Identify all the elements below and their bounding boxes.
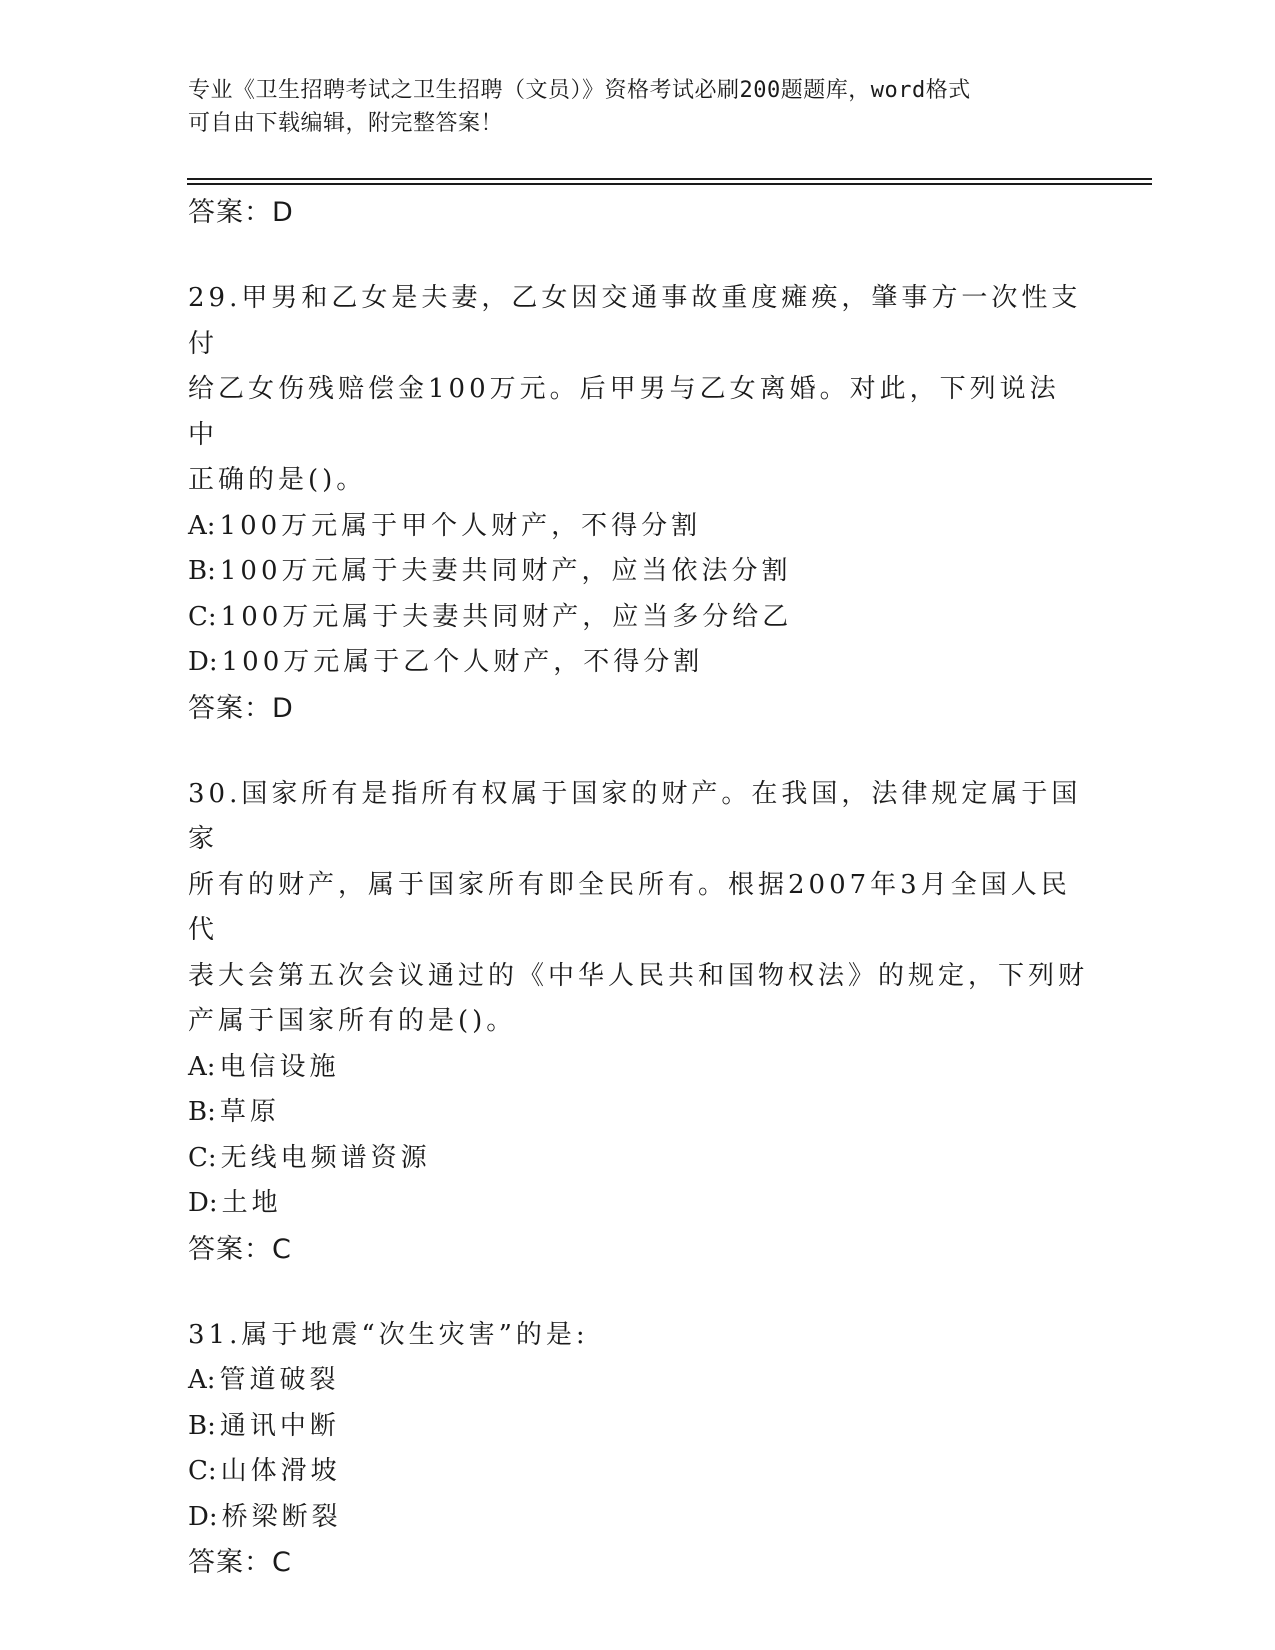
option-letter: D:: [188, 647, 218, 677]
option-letter: D:: [188, 1501, 218, 1532]
option-letter: B:: [188, 1097, 216, 1127]
option-letter: C:: [188, 1456, 217, 1486]
option-text: 山体滑坡: [220, 1456, 341, 1486]
question-stem-line: 31.属于地震“次生灾害”的是:: [188, 1319, 589, 1350]
question-31: [188, 1313, 1088, 1587]
option-b: [188, 549, 1088, 595]
answer-line: 答案：D: [188, 692, 294, 724]
question-stem-line: 30.国家所有是指所有权属于国家的财产。在我国，法律规定属于国家: [188, 778, 1082, 854]
option-text: 100万元属于夫妻共同财产，应当依法分割: [219, 556, 792, 586]
option-c: [188, 595, 1088, 641]
option-letter: C:: [188, 1142, 217, 1173]
document-header: [188, 74, 1068, 140]
question-stem-line: 29.甲男和乙女是夫妻，乙女因交通事故重度瘫痪，肇事方一次性支付: [188, 283, 1082, 359]
option-d: [188, 640, 1088, 686]
option-text: 管道破裂: [219, 1365, 340, 1395]
option-b: [188, 1404, 1088, 1450]
option-letter: C:: [188, 601, 217, 632]
option-letter: A:: [188, 1365, 216, 1395]
option-text: 电信设施: [219, 1051, 340, 1082]
question-stem-line: 给乙女伤残赔偿金100万元。后甲男与乙女离婚。对此，下列说法中: [188, 374, 1060, 450]
option-text: 100万元属于夫妻共同财产，应当多分给乙: [220, 601, 793, 632]
option-text: 通讯中断: [219, 1410, 340, 1441]
question-stem-line: 所有的财产，属于国家所有即全民所有。根据2007年3月全国人民代: [188, 869, 1071, 945]
option-a: [188, 504, 1088, 550]
header-divider-top: [187, 178, 1152, 180]
answer-line: 答案：C: [188, 1547, 292, 1578]
option-text: 100万元属于甲个人财产，不得分割: [219, 510, 702, 541]
option-letter: B:: [188, 1410, 216, 1441]
option-text: 土地: [221, 1188, 282, 1218]
option-letter: B:: [188, 556, 216, 586]
option-text: 桥梁断裂: [221, 1501, 342, 1532]
question-stem-line: 产属于国家所有的是()。: [188, 1006, 517, 1036]
option-text: 草原: [219, 1097, 280, 1127]
option-a: [188, 1045, 1088, 1091]
header-divider-bottom: [187, 183, 1152, 185]
option-d: [188, 1495, 1088, 1541]
option-letter: A:: [188, 510, 216, 541]
question-stem-line: 表大会第五次会议通过的《中华人民共和国物权法》的规定，下列财: [188, 960, 1089, 991]
option-d: [188, 1181, 1088, 1227]
option-c: [188, 1449, 1088, 1495]
answer-line: 答案：C: [188, 1233, 292, 1265]
option-b: [188, 1090, 1088, 1136]
question-stem-line: 正确的是()。: [188, 465, 367, 495]
previous-answer: 答案：D: [188, 197, 294, 228]
option-text: 100万元属于乙个人财产，不得分割: [221, 647, 704, 677]
option-text: 无线电频谱资源: [220, 1142, 431, 1173]
header-line-2: 可自由下载编辑，附完整答案！: [188, 111, 504, 136]
question-30: [188, 772, 1088, 1273]
header-line-1: 专业《卫生招聘考试之卫生招聘（文员）》资格考试必刷200题题库，word格式: [188, 78, 971, 103]
question-29: [188, 276, 1088, 732]
option-c: [188, 1136, 1088, 1182]
option-a: [188, 1358, 1088, 1404]
question-list: [188, 190, 1088, 1626]
option-letter: A:: [188, 1051, 216, 1082]
option-letter: D:: [188, 1188, 218, 1218]
